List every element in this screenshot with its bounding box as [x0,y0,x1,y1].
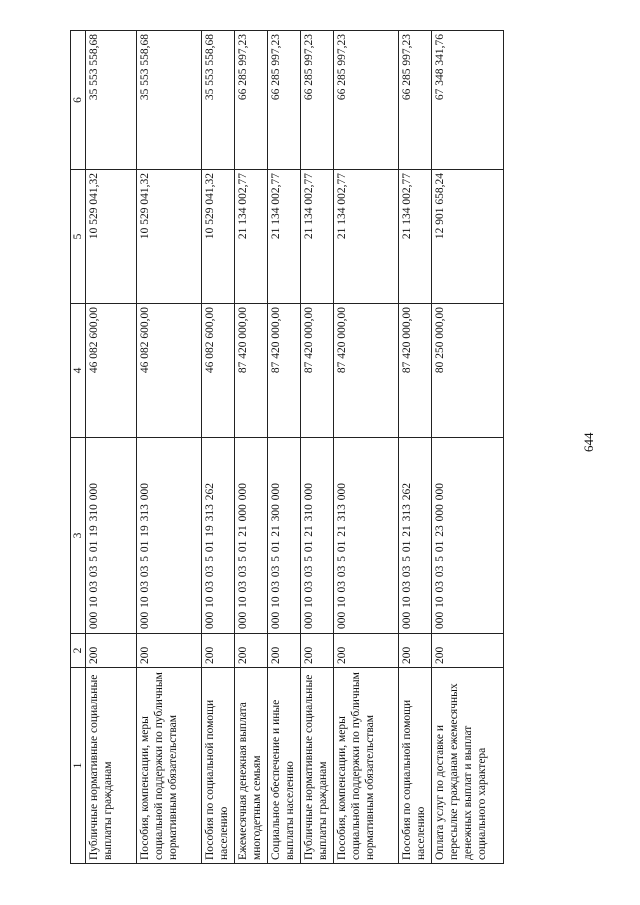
row-budget-code: 000 10 03 03 5 01 19 310 000 [86,438,137,634]
row-executed: 21 134 002,77 [268,170,301,304]
table-row [301,31,334,864]
row-budget-code: 000 10 03 03 5 01 21 310 000 [301,438,334,634]
header-col-6: 6 [71,31,86,170]
row-plan: 87 420 000,00 [235,304,268,438]
table-row [334,31,399,864]
row-remaining: 66 285 997,23 [301,31,334,170]
row-remaining: 66 285 997,23 [235,31,268,170]
row-executed: 21 134 002,77 [334,170,399,304]
row-name: Пособия по социальной помощи населению [399,668,432,864]
header-col-4: 4 [71,304,86,438]
row-executed: 21 134 002,77 [235,170,268,304]
rotated-table-container [70,31,556,864]
row-plan: 46 082 600,00 [202,304,235,438]
table-row [202,31,235,864]
row-budget-code: 000 10 03 03 5 01 21 300 000 [268,438,301,634]
row-remaining: 66 285 997,23 [334,31,399,170]
table-row [399,31,432,864]
row-plan: 46 082 600,00 [137,304,202,438]
row-remaining: 66 285 997,23 [268,31,301,170]
row-remaining: 35 553 558,68 [86,31,137,170]
row-admin-code: 200 [301,634,334,668]
row-budget-code: 000 10 03 03 5 01 21 313 262 [399,438,432,634]
row-budget-code: 000 10 03 03 5 01 19 313 000 [137,438,202,634]
row-remaining: 35 553 558,68 [202,31,235,170]
row-name: Ежемесячная денежная выплата многодетным семьям [235,668,268,864]
row-name: Оплата услуг по доставке и пересылке гражданам ежемесячных денежных выплат и выплат социального характера [432,668,504,864]
row-admin-code: 200 [86,634,137,668]
row-plan: 46 082 600,00 [86,304,137,438]
row-name: Публичные нормативные социальные выплаты гражданам [301,668,334,864]
row-admin-code: 200 [334,634,399,668]
row-plan: 87 420 000,00 [399,304,432,438]
header-col-5: 5 [71,170,86,304]
row-plan: 80 250 000,00 [432,304,504,438]
row-budget-code: 000 10 03 03 5 01 21 000 000 [235,438,268,634]
header-col-2: 2 [71,634,86,668]
row-executed: 10 529 041,32 [137,170,202,304]
header-col-1: 1 [71,668,86,864]
row-budget-code: 000 10 03 03 5 01 19 313 262 [202,438,235,634]
row-budget-code: 000 10 03 03 5 01 21 313 000 [334,438,399,634]
row-plan: 87 420 000,00 [301,304,334,438]
row-plan: 87 420 000,00 [268,304,301,438]
row-name: Публичные нормативные социальные выплаты гражданам [86,668,137,864]
table-row [432,31,504,864]
row-admin-code: 200 [202,634,235,668]
header-col-3: 3 [71,438,86,634]
row-name: Пособия по социальной помощи населению [202,668,235,864]
table-row [268,31,301,864]
table-header-row [71,31,86,864]
row-name: Пособия, компенсации, меры социальной поддержки по публичным нормативным обязательствам [137,668,202,864]
row-name: Социальное обеспечение и иные выплаты населению [268,668,301,864]
row-remaining: 67 348 341,76 [432,31,504,170]
row-budget-code: 000 10 03 03 5 01 23 000 000 [432,438,504,634]
row-executed: 10 529 041,32 [202,170,235,304]
row-executed: 21 134 002,77 [399,170,432,304]
row-executed: 12 901 658,24 [432,170,504,304]
row-admin-code: 200 [268,634,301,668]
row-executed: 21 134 002,77 [301,170,334,304]
table-row [235,31,268,864]
row-remaining: 35 553 558,68 [137,31,202,170]
row-admin-code: 200 [432,634,504,668]
row-admin-code: 200 [235,634,268,668]
budget-table [70,30,504,864]
row-plan: 87 420 000,00 [334,304,399,438]
row-admin-code: 200 [399,634,432,668]
row-admin-code: 200 [137,634,202,668]
table-row [137,31,202,864]
row-remaining: 66 285 997,23 [399,31,432,170]
row-name: Пособия, компенсации, меры социальной поддержки по публичным нормативным обязательствам [334,668,399,864]
table-row [86,31,137,864]
row-executed: 10 529 041,32 [86,170,137,304]
